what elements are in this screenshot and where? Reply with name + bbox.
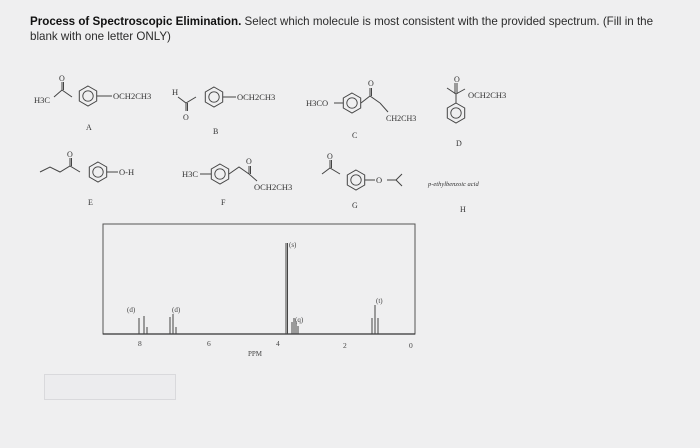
molecule-c-letter: C (352, 131, 358, 140)
molecule-d (447, 75, 506, 148)
svg-text:O: O (368, 79, 374, 88)
molecule-g-group-0: O (376, 175, 383, 185)
svg-text:O: O (246, 157, 252, 166)
nmr-spectrum (103, 224, 415, 358)
svg-text:O: O (327, 152, 333, 161)
molecule-f-group-0: H3C (182, 169, 199, 179)
peak-triplet (372, 305, 378, 334)
svg-text:O: O (454, 75, 460, 84)
molecule-g (322, 152, 402, 210)
question-body: Select which molecule is most consistent with the provided spectrum. (Fill in the blank with one letter ONLY) (30, 15, 654, 43)
molecule-b-group-1: OCH2CH3 (237, 92, 276, 102)
peak-doublet-1 (139, 316, 147, 334)
x-axis-label: PPM (248, 350, 263, 358)
molecule-g-letter: G (352, 201, 358, 210)
x-tick-0: 8 (138, 339, 142, 348)
molecule-b-group-0: H (172, 87, 179, 97)
molecule-h-letter: H (460, 205, 466, 214)
molecule-e-group-0: O-H (119, 167, 135, 177)
peak-label-3: (q) (295, 316, 304, 324)
x-tick-3: 2 (343, 341, 347, 350)
svg-text:O: O (59, 74, 65, 83)
spectrum-frame (103, 224, 415, 334)
molecule-e-letter: E (88, 198, 93, 207)
x-tick-2: 4 (276, 339, 280, 348)
molecule-d-letter: D (456, 139, 462, 148)
molecule-a-letter: A (86, 123, 92, 132)
molecule-h-group-0: p-ethylbenzoic acid (428, 181, 479, 188)
peak-label-0: (d) (127, 306, 136, 314)
molecule-c-group-1: CH2CH3 (386, 114, 417, 123)
molecule-f-group-1: OCH2CH3 (254, 182, 293, 192)
question-title: Process of Spectroscopic Elimination. (30, 15, 242, 28)
peak-label-2: (s) (289, 241, 297, 249)
molecule-c-group-0: H3CO (306, 98, 329, 108)
svg-text:O: O (67, 150, 73, 159)
molecule-b (172, 87, 275, 136)
molecule-f (182, 157, 292, 207)
molecule-e (40, 150, 134, 207)
peak-label-4: (t) (376, 297, 383, 305)
molecule-b-letter: B (213, 127, 219, 136)
molecule-a-group-1: OCH2CH3 (113, 91, 152, 101)
svg-text:O: O (183, 113, 189, 122)
x-tick-4: 0 (409, 341, 413, 350)
peak-doublet-2 (170, 314, 176, 334)
molecule-a (34, 74, 151, 132)
molecule-c (306, 79, 416, 140)
molecule-f-letter: F (221, 198, 226, 207)
peak-label-1: (d) (172, 306, 181, 314)
peak-singlet (286, 243, 288, 334)
molecule-d-group-0: OCH2CH3 (468, 90, 507, 100)
answer-input[interactable] (44, 374, 176, 400)
molecule-h (427, 181, 479, 214)
molecule-a-group-0: H3C (34, 95, 51, 105)
x-tick-1: 6 (207, 339, 211, 348)
